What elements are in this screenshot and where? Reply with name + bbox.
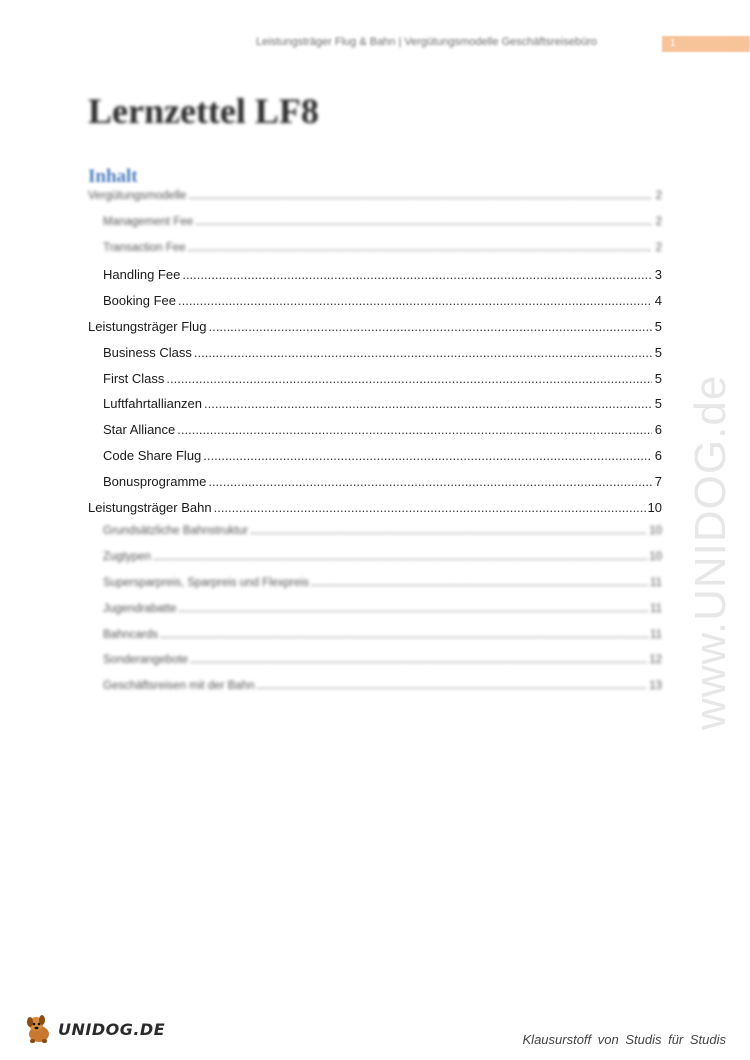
toc-entry-label: Geschäftsreisen mit der Bahn [103,680,255,693]
toc-entry-label: Transaction Fee [103,241,186,254]
table-of-contents [88,190,662,706]
toc-dot-leader [179,603,649,615]
toc-entry-label: Bonusprogramme [103,473,207,489]
running-header: Leistungsträger Flug & Bahn | Vergütungsmodelle Geschäftsreisebüro [256,36,597,48]
page-number-badge: 1 [662,36,750,52]
toc-dot-leader [214,500,646,515]
toc-entry-label: Leistungsträger Bahn [88,499,212,515]
toc-entry-page: 11 [650,576,662,589]
toc-dot-leader [195,216,652,228]
toc-dot-leader [188,190,652,202]
toc-entry-page: 3 [654,267,662,283]
toc-dot-leader [257,680,648,692]
toc-dot-leader [250,525,647,537]
toc-entry-label: Code Share Flug [103,447,202,463]
toc-entry[interactable] [88,629,662,655]
toc-entry-page: 4 [654,293,662,309]
toc-dot-leader [178,293,652,308]
toc-dot-leader [209,319,652,334]
logo-text: UNIDOG.DE [58,1019,166,1039]
toc-entry-page: 10 [647,499,662,515]
toc-dot-leader [182,267,652,282]
toc-entry-label: Leistungsträger Flug [88,318,207,334]
toc-dot-leader [194,345,652,360]
toc-dot-leader [311,577,648,589]
toc-entry[interactable] [88,474,662,500]
toc-entry[interactable] [88,448,662,474]
footer-tagline: Klausurstoff von Studis für Studis [522,1032,726,1047]
toc-entry-page: 7 [654,473,662,489]
toc-entry-page: 10 [649,551,662,564]
toc-entry[interactable] [88,525,662,551]
toc-entry-page: 2 [655,215,662,228]
toc-entry[interactable] [88,603,662,629]
toc-entry[interactable] [88,396,662,422]
toc-entry[interactable] [88,680,662,706]
toc-entry[interactable] [88,551,662,577]
toc-entry-page: 6 [654,422,662,438]
toc-entry-label: Luftfahrtallianzen [103,396,203,412]
unidog-logo[interactable] [22,1014,165,1044]
toc-dot-leader [177,422,652,437]
toc-entry-page: 6 [654,447,662,463]
toc-entry-page: 5 [654,318,662,334]
toc-entry-label: Business Class [103,344,192,360]
toc-dot-leader [153,551,647,563]
toc-entry[interactable] [88,190,662,216]
toc-entry[interactable] [88,654,662,680]
toc-dot-leader [204,396,652,411]
document-title: Lernzettel LF8 [88,91,319,131]
toc-entry-label: Sonderangebote [103,654,189,667]
toc-entry-label: Vergütungsmodelle [88,190,187,202]
toc-entry-label: Jugendrabatte [103,602,177,615]
toc-entry-page: 5 [654,370,662,386]
toc-entry-page: 2 [655,241,662,254]
toc-entry-page: 10 [649,525,662,538]
toc-entry[interactable] [88,216,662,242]
toc-dot-leader [160,629,648,641]
toc-dot-leader [190,654,647,666]
toc-entry-page: 11 [650,602,662,615]
toc-entry-page: 5 [654,344,662,360]
toc-entry-label: Handling Fee [103,267,181,283]
toc-entry[interactable] [88,371,662,397]
toc-entry-label: Zugtypen [103,551,151,564]
toc-dot-leader [166,371,652,386]
toc-dot-leader [203,448,652,463]
toc-dot-leader [208,474,652,489]
toc-entry[interactable] [88,500,662,526]
toc-entry[interactable] [88,577,662,603]
toc-entry-page: 11 [650,628,662,641]
dog-mascot-icon [22,1014,56,1044]
toc-entry-page: 2 [655,190,662,202]
toc-entry-label: Star Alliance [103,422,176,438]
toc-entry-page: 5 [654,396,662,412]
toc-entry[interactable] [88,319,662,345]
toc-entry-page: 13 [649,680,662,693]
toc-entry-label: Supersparpreis, Sparpreis und Flexpreis [103,576,309,589]
watermark: www.UNIDOG.de [686,374,735,730]
toc-heading: Inhalt [88,166,138,187]
toc-entry-label: First Class [103,370,165,386]
toc-entry-label: Booking Fee [103,293,176,309]
toc-entry[interactable] [88,267,662,293]
toc-dot-leader [188,242,652,254]
toc-entry[interactable] [88,345,662,371]
toc-entry[interactable] [88,242,662,268]
toc-entry[interactable] [88,422,662,448]
toc-entry-page: 12 [649,654,662,667]
toc-entry-label: Grundsätzliche Bahnstruktur [103,525,249,538]
toc-entry-label: Bahncards [103,628,158,641]
toc-entry[interactable] [88,293,662,319]
toc-entry-label: Management Fee [103,215,194,228]
